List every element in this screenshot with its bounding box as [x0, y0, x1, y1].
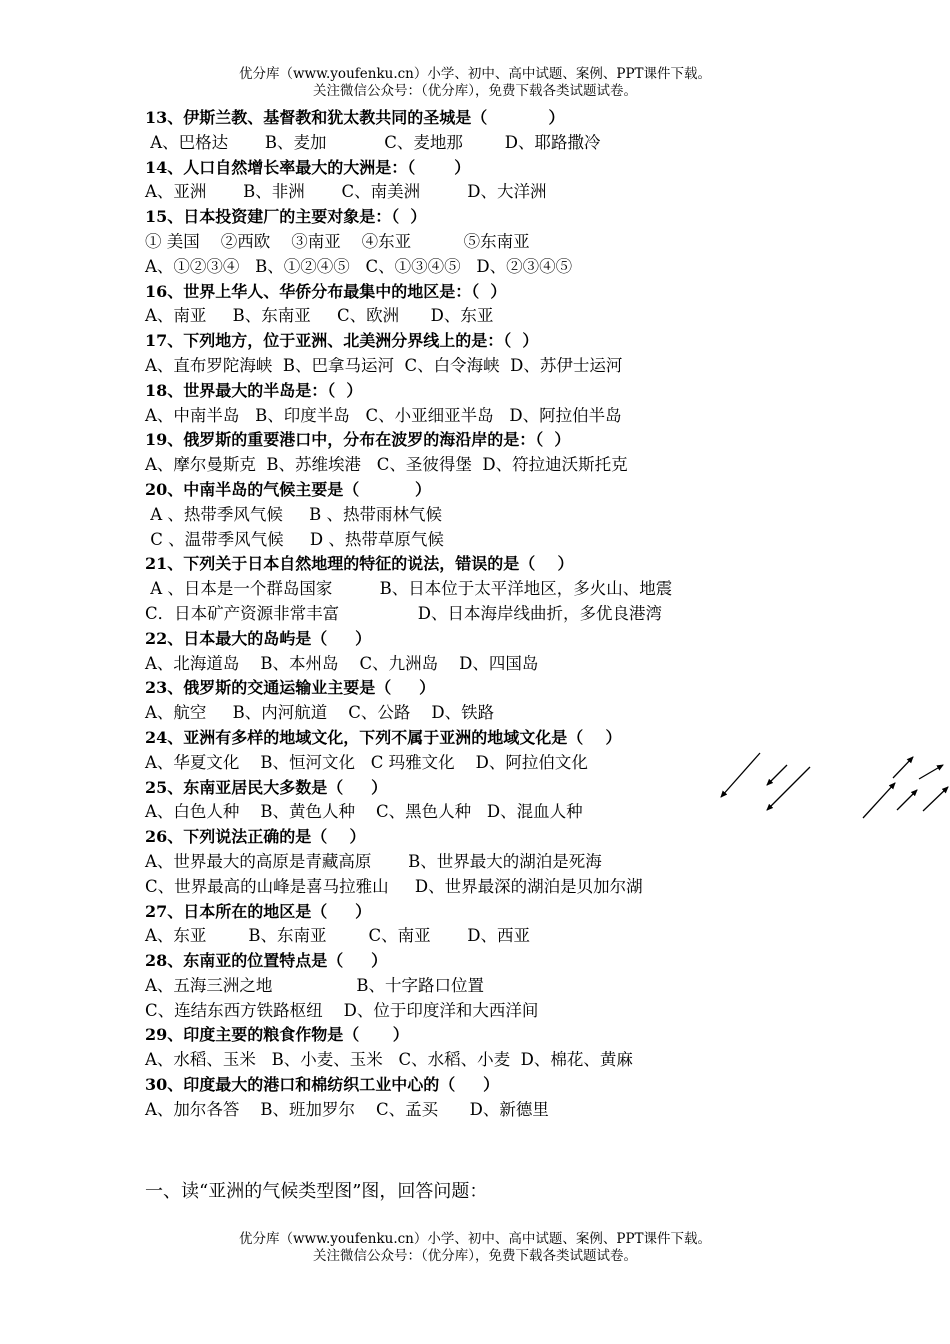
- question-list: [145, 106, 865, 1123]
- answer-options: A、北海道岛 B、本州岛 C、九洲岛 D、四国岛: [145, 653, 539, 673]
- question-stem: 13、伊斯兰教、基督教和犹太教共同的圣城是（ ）: [145, 108, 565, 127]
- answer-options: A、华夏文化 B、恒河文化 C 玛雅文化 D、阿拉伯文化: [145, 752, 588, 772]
- page-footer: [0, 1231, 950, 1265]
- question-stem: 14、人口自然增长率最大的大洲是：（ ）: [145, 157, 471, 177]
- question-stem: 15、日本投资建厂的主要对象是：（ ）: [145, 207, 427, 227]
- question-stem: 28、东南亚的位置特点是（ ）: [145, 951, 388, 971]
- arrow-icon: [893, 757, 913, 778]
- arrow-icon: [923, 787, 948, 811]
- southwest-arrows: [721, 753, 810, 810]
- arrow-icon: [897, 790, 917, 810]
- arrow-icon: [767, 767, 810, 810]
- footer-line-1: 优分库（www.youfenku.cn）小学、初中、高中试题、案例、PPT课件下载。: [238, 1231, 712, 1247]
- answer-options: ① 美国 ②西欧 ③南亚 ④东亚 ⑤东南亚: [145, 231, 530, 251]
- question-stem: 30、印度最大的港口和棉纺织工业中心的（ ）: [145, 1075, 500, 1095]
- answer-options: A、摩尔曼斯克 B、苏维埃港 C、圣彼得堡 D、符拉迪沃斯托克: [145, 455, 628, 475]
- answer-options: C．日本矿产资源非常丰富 D、日本海岸线曲折，多优良港湾: [145, 603, 663, 623]
- question-stem: 29、印度主要的粮食作物是（ ）: [145, 1025, 409, 1045]
- header-line-1: 优分库（www.youfenku.cn）小学、初中、高中试题、案例、PPT课件下载。: [238, 66, 712, 82]
- question-stem: 18、世界最大的半岛是：（ ）: [145, 380, 363, 400]
- answer-options: A、加尔各答 B、班加罗尔 C、孟买 D、新德里: [145, 1099, 549, 1119]
- wind-arrows-figure: [715, 745, 950, 820]
- question-stem: 21、下列关于日本自然地理的特征的说法，错误的是（ ）: [145, 554, 574, 574]
- question-stem: 24、亚洲有多样的地域文化，下列不属于亚洲的地域文化是（ ）: [145, 727, 622, 747]
- answer-options: A、航空 B、内河航道 C、公路 D、铁路: [145, 703, 495, 723]
- answer-options: C、连结东西方铁路枢纽 D、位于印度洋和大西洋间: [145, 1000, 539, 1020]
- answer-options: A、①②③④ B、①②④⑤ C、①③④⑤ D、②③④⑤: [145, 256, 573, 276]
- answer-options: A、水稻、玉米 B、小麦、玉米 C、水稻、小麦 D、棉花、黄麻: [145, 1050, 633, 1070]
- answer-options: A、中南半岛 B、印度半岛 C、小亚细亚半岛 D、阿拉伯半岛: [145, 405, 622, 425]
- question-stem: 26、下列说法正确的是（ ）: [145, 827, 366, 847]
- answer-options: A、南亚 B、东南亚 C、欧洲 D、东亚: [145, 306, 494, 326]
- question-stem: 20、中南半岛的气候主要是（ ）: [145, 479, 431, 499]
- question-stem: 25、东南亚居民大多数是（ ）: [145, 777, 388, 797]
- answer-options: A、巴格达 B、麦加 C、麦地那 D、耶路撒冷: [145, 132, 601, 152]
- answer-options: A、东亚 B、东南亚 C、南亚 D、西亚: [145, 926, 531, 946]
- section-title: 一、读“亚洲的气候类型图”图，回答问题：: [145, 1181, 488, 1202]
- answer-options: A、亚洲 B、非洲 C、南美洲 D、大洋洲: [145, 182, 547, 202]
- question-stem: 23、俄罗斯的交通运输业主要是（ ）: [145, 678, 436, 698]
- arrow-icon: [721, 753, 760, 797]
- question-stem: 22、日本最大的岛屿是（ ）: [145, 628, 372, 648]
- question-stem: 16、世界上华人、华侨分布最集中的地区是：（ ）: [145, 281, 507, 301]
- footer-line-2: 关注微信公众号：（优分库），免费下载各类试题试卷。: [313, 1248, 637, 1264]
- question-stem: 27、日本所在的地区是（ ）: [145, 901, 372, 921]
- arrow-icon: [919, 765, 943, 779]
- page-header: [0, 66, 950, 100]
- arrow-icon: [863, 783, 895, 818]
- answer-options: C 、温带季风气候 D 、热带草原气候: [145, 529, 444, 549]
- answer-options: A 、日本是一个群岛国家 B、日本位于太平洋地区，多火山、地震: [145, 579, 673, 599]
- answer-options: A 、热带季风气候 B 、热带雨林气候: [145, 504, 442, 524]
- question-stem: 19、俄罗斯的重要港口中，分布在波罗的海沿岸的是：（ ）: [145, 430, 571, 450]
- header-line-2: 关注微信公众号：（优分库），免费下载各类试题试卷。: [313, 83, 637, 99]
- arrow-icon: [767, 765, 787, 785]
- answer-options: C、世界最高的山峰是喜马拉雅山 D、世界最深的湖泊是贝加尔湖: [145, 876, 643, 896]
- answer-options: A、白色人种 B、黄色人种 C、黑色人种 D、混血人种: [145, 802, 583, 822]
- northeast-arrows: [863, 757, 948, 818]
- question-stem: 17、下列地方，位于亚洲、北美洲分界线上的是：（ ）: [145, 331, 539, 351]
- answer-options: A、直布罗陀海峡 B、巴拿马运河 C、白令海峡 D、苏伊士运河: [145, 355, 623, 375]
- answer-options: A、五海三洲之地 B、十字路口位置: [145, 975, 484, 995]
- answer-options: A、世界最大的高原是青藏高原 B、世界最大的湖泊是死海: [145, 851, 602, 871]
